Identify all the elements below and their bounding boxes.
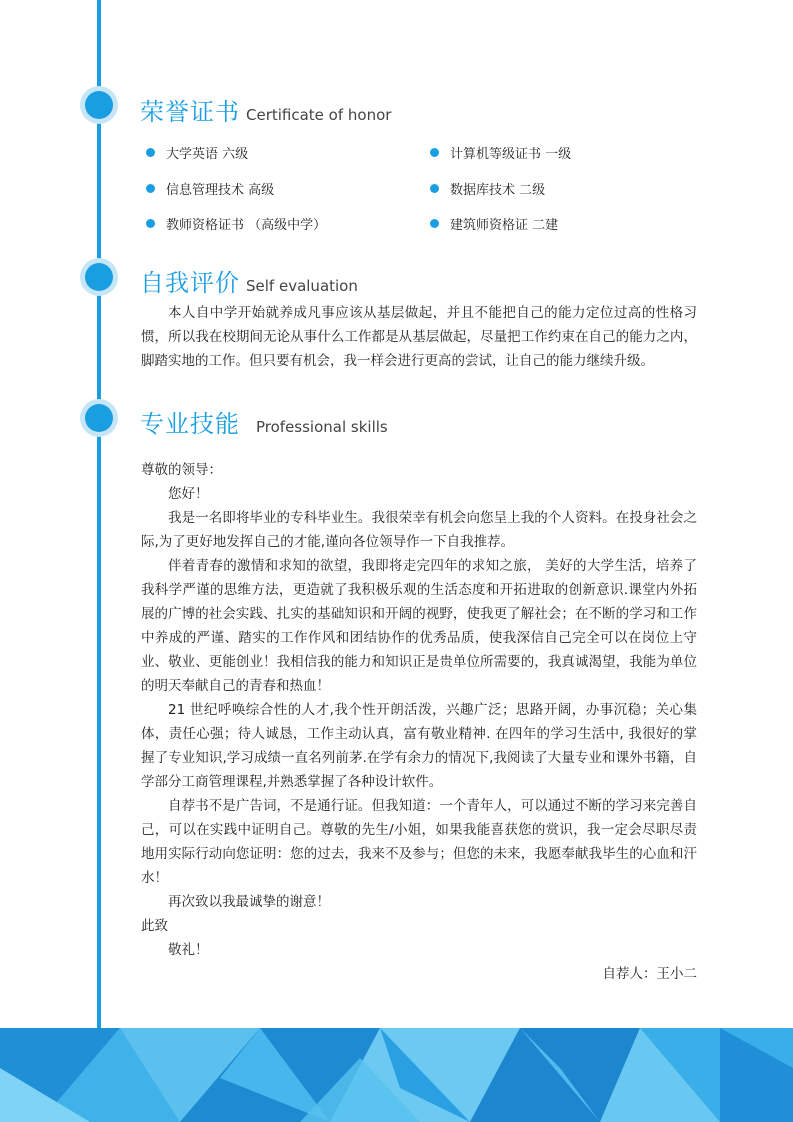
letter-thanks: 再次致以我最诚挚的谢意！ [168, 894, 330, 910]
bullet-icon [146, 219, 155, 228]
cover-letter [141, 458, 697, 986]
timeline-line [97, 0, 101, 1030]
section-title-skills-en: Professional skills [256, 418, 388, 436]
letter-paragraph: 伴着青春的激情和求知的欲望，我即将走完四年的求知之旅， 美好的大学生活，培养了我科学严谨的思维方法，更造就了我积极乐观的生活态度和开拓进取的创新意识.课堂内外拓展的广博的社会实践、扎实的基础知识和开阔的视野，使我更了解社会；在不断的学习和工作中养成的严谨、踏实的工作作风和团结协作的优秀品质，使我深信自己完全可以在岗位上守业、敬业、更能创业！我相信我的能力和知识正是贵单位所需要的，我真诚渴望，我能为单位的明天奉献自己的青春和热血！ [141, 558, 697, 694]
honor-item: 计算机等级证书 一级 [430, 143, 571, 162]
letter-greeting: 您好！ [168, 486, 209, 502]
honor-item: 信息管理技术 高级 [146, 179, 274, 198]
letter-closing: 此致 [141, 918, 168, 934]
section-title-self-en: Self evaluation [246, 277, 358, 295]
section-marker-skills [80, 399, 118, 437]
section-title-honor [140, 92, 391, 127]
self-evaluation-text [141, 301, 697, 373]
honor-item: 数据库技术 二级 [430, 179, 545, 198]
section-marker-honor [80, 86, 118, 124]
bullet-icon [146, 184, 155, 193]
section-title-honor-en: Certificate of honor [246, 106, 392, 124]
bullet-icon [430, 219, 439, 228]
letter-paragraph: 自荐书不是广告词，不是通行证。但我知道：一个青年人，可以通过不断的学习来完善自己，可以在实践中证明自己。尊敬的先生/小姐，如果我能喜获您的赏识，我一定会尽职尽责地用实际行动向您证明：您的过去，我来不及参与；但您的未来，我愿奉献我毕生的心血和汗水！ [141, 798, 697, 886]
honor-item: 教师资格证书 （高级中学） [146, 214, 326, 233]
section-title-honor-cn: 荣誉证书 [140, 98, 240, 126]
footer-decoration [0, 1028, 793, 1122]
bullet-icon [430, 184, 439, 193]
letter-regards: 敬礼！ [168, 942, 209, 958]
letter-signature: 自荐人：王小二 [602, 966, 697, 982]
letter-paragraph: 我是一名即将毕业的专科毕业生。我很荣幸有机会向您呈上我的个人资料。在投身社会之际,为了更好地发挥自己的才能,谨向各位领导作一下自我推荐。 [141, 510, 697, 550]
section-title-skills-cn: 专业技能 [140, 410, 240, 438]
bullet-icon [146, 148, 155, 157]
letter-paragraph: 21 世纪呼唤综合性的人才,我个性开朗活泼，兴趣广泛；思路开阔，办事沉稳；关心集体，责任心强；待人诚恳，工作主动认真，富有敬业精神. 在四年的学习生活中, 我很好的掌握了专业知识,学习成绩一直名列前茅.在学有余力的情况下,我阅读了大量专业和课外书籍，自学部分工商管理课程,并熟悉掌握了各种设计软件。 [141, 702, 697, 790]
honor-item: 大学英语 六级 [146, 143, 248, 162]
self-evaluation-paragraph: 本人自中学开始就养成凡事应该从基层做起，并且不能把自己的能力定位过高的性格习惯，所以我在校期间无论从事什么工作都是从基层做起，尽量把工作约束在自己的能力之内，脚踏实地的工作。但只要有机会，我一样会进行更高的尝试，让自己的能力继续升级。 [141, 305, 697, 369]
section-title-skills [140, 404, 388, 439]
section-title-self [140, 263, 358, 298]
section-marker-self [80, 258, 118, 296]
honor-item: 建筑师资格证 二建 [430, 214, 558, 233]
letter-salutation: 尊敬的领导： [141, 462, 222, 478]
section-title-self-cn: 自我评价 [140, 269, 240, 297]
bullet-icon [430, 148, 439, 157]
